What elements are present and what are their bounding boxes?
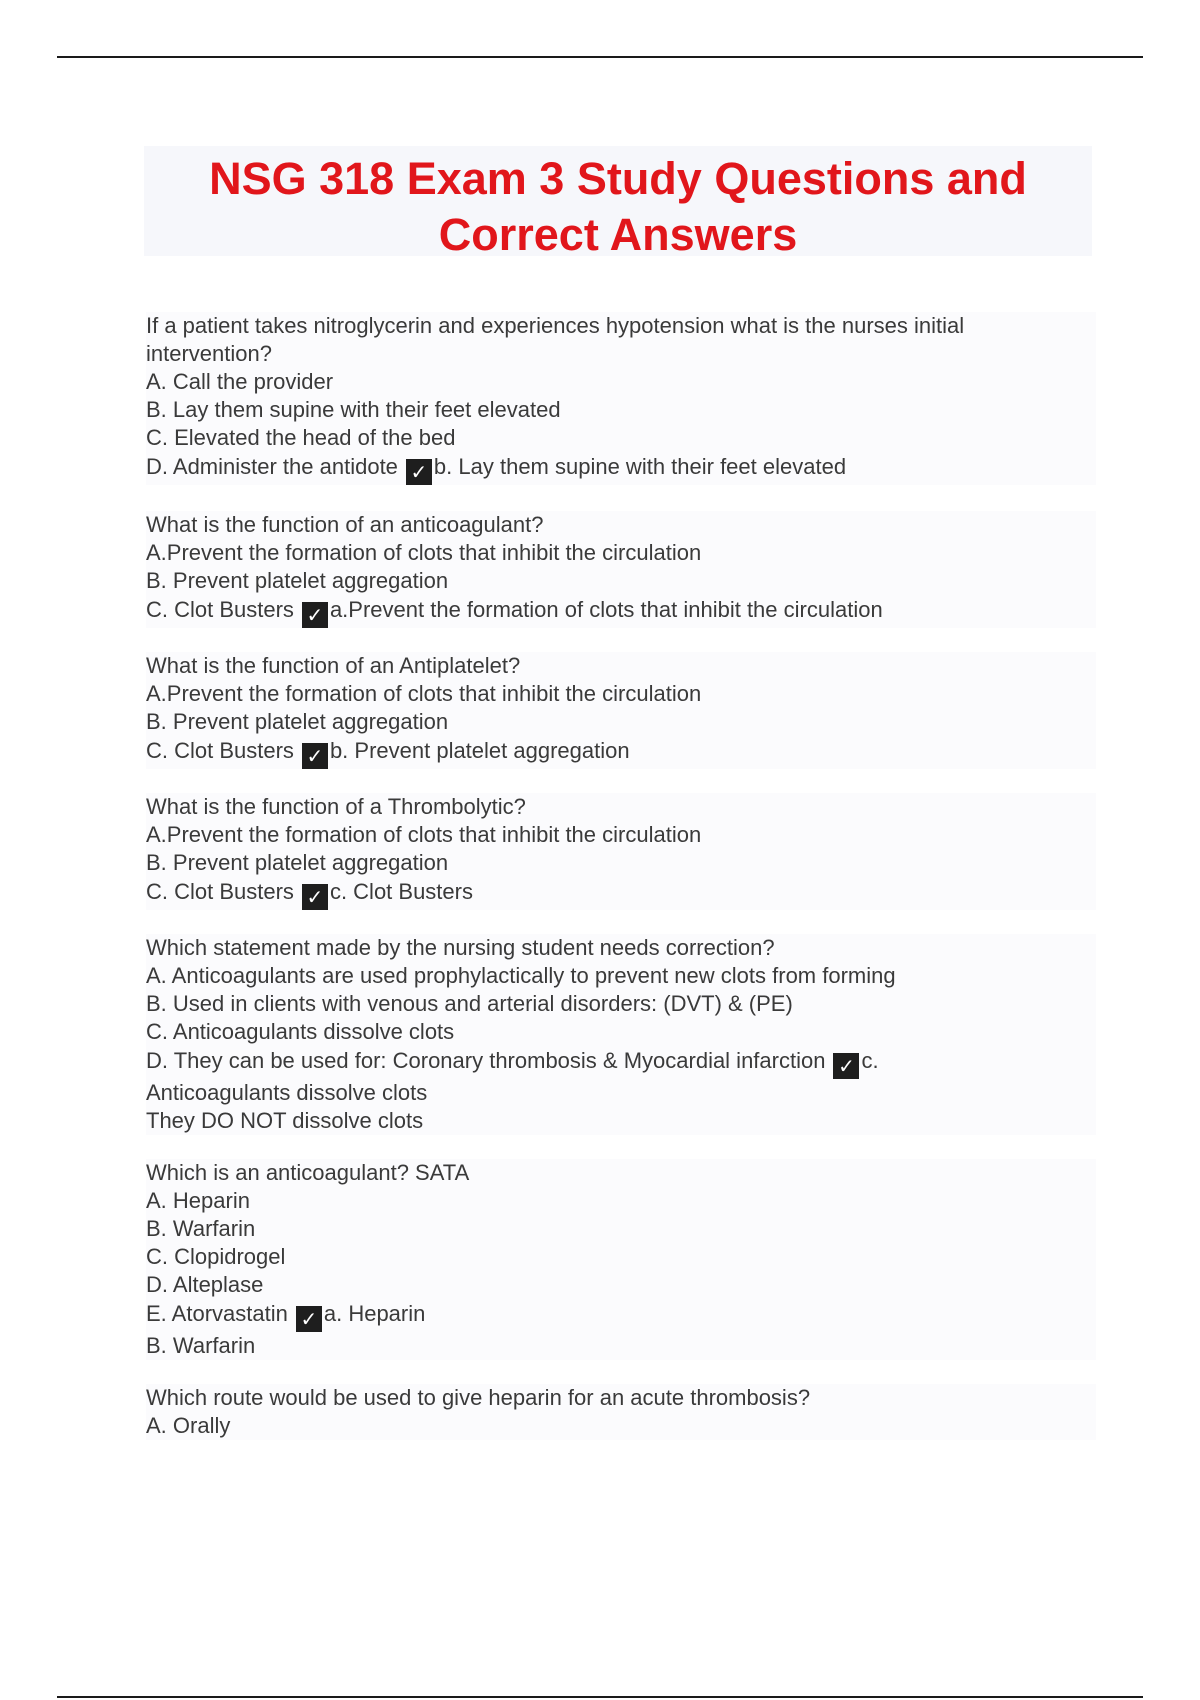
answer-option-with-key bbox=[146, 736, 1096, 769]
question-block bbox=[146, 1384, 1096, 1440]
answer-option: C. Elevated the head of the bed bbox=[146, 424, 1096, 452]
question-prompt: Which route would be used to give heparin for an acute thrombosis? bbox=[146, 1384, 1096, 1412]
answer-option: A. Orally bbox=[146, 1412, 1096, 1440]
answer-option-with-key bbox=[146, 1299, 1096, 1332]
answer-option: B. Used in clients with venous and arterial disorders: (DVT) & (PE) bbox=[146, 990, 1096, 1018]
answer-option: E. Atorvastatin bbox=[146, 1301, 288, 1326]
answer-option: B. Prevent platelet aggregation bbox=[146, 849, 1096, 877]
question-block bbox=[146, 793, 1096, 910]
question-block bbox=[146, 312, 1096, 485]
answer-option: C. Clot Busters bbox=[146, 879, 294, 904]
question-prompt: Which is an anticoagulant? SATA bbox=[146, 1159, 1096, 1187]
answer-option: B. Prevent platelet aggregation bbox=[146, 708, 1096, 736]
correct-answer: b. Lay them supine with their feet elevated bbox=[433, 454, 847, 479]
answer-option: B. Prevent platelet aggregation bbox=[146, 567, 1096, 595]
answer-option: A. Anticoagulants are used prophylactically to prevent new clots from forming bbox=[146, 962, 1096, 990]
answer-option-with-key bbox=[146, 1046, 1096, 1079]
question-block bbox=[146, 652, 1096, 769]
correct-answer: a.Prevent the formation of clots that inhibit the circulation bbox=[329, 597, 883, 622]
answer-option-with-key bbox=[146, 452, 1096, 485]
answer-option: D. Alteplase bbox=[146, 1271, 1096, 1299]
answer-option: D. Administer the antidote bbox=[146, 454, 398, 479]
correct-answer: c. bbox=[861, 1048, 879, 1073]
correct-answer: a. Heparin bbox=[323, 1301, 426, 1326]
checkmark-icon: ✓ bbox=[296, 1306, 322, 1332]
question-list bbox=[146, 312, 1096, 1464]
answer-option: B. Warfarin bbox=[146, 1215, 1096, 1243]
correct-answer: b. Prevent platelet aggregation bbox=[329, 738, 630, 763]
correct-answer: c. Clot Busters bbox=[329, 879, 473, 904]
question-prompt: What is the function of a Thrombolytic? bbox=[146, 793, 1096, 821]
checkmark-icon: ✓ bbox=[302, 743, 328, 769]
answer-option: A.Prevent the formation of clots that inhibit the circulation bbox=[146, 680, 1096, 708]
answer-option: A. Heparin bbox=[146, 1187, 1096, 1215]
question-prompt: If a patient takes nitroglycerin and experiences hypotension what is the nurses initial intervention? bbox=[146, 312, 1096, 368]
question-block bbox=[146, 934, 1096, 1135]
answer-note: B. Warfarin bbox=[146, 1332, 1096, 1360]
answer-option: A.Prevent the formation of clots that inhibit the circulation bbox=[146, 539, 1096, 567]
question-prompt: What is the function of an anticoagulant? bbox=[146, 511, 1096, 539]
answer-option: C. Clot Busters bbox=[146, 597, 294, 622]
question-prompt: What is the function of an Antiplatelet? bbox=[146, 652, 1096, 680]
answer-option: C. Clopidrogel bbox=[146, 1243, 1096, 1271]
answer-option: C. Anticoagulants dissolve clots bbox=[146, 1018, 1096, 1046]
answer-option: B. Lay them supine with their feet elevated bbox=[146, 396, 1096, 424]
question-block bbox=[146, 1159, 1096, 1360]
bottom-rule bbox=[57, 1696, 1143, 1698]
top-rule bbox=[57, 56, 1143, 58]
answer-option: D. They can be used for: Coronary thrombosis & Myocardial infarction bbox=[146, 1048, 826, 1073]
question-prompt: Which statement made by the nursing student needs correction? bbox=[146, 934, 1096, 962]
answer-option-with-key bbox=[146, 877, 1096, 910]
answer-note: Anticoagulants dissolve clots bbox=[146, 1079, 1096, 1107]
checkmark-icon: ✓ bbox=[302, 884, 328, 910]
answer-option: C. Clot Busters bbox=[146, 738, 294, 763]
document-title: NSG 318 Exam 3 Study Questions and Correct Answers bbox=[209, 153, 1027, 260]
answer-option: A. Call the provider bbox=[146, 368, 1096, 396]
checkmark-icon: ✓ bbox=[302, 602, 328, 628]
answer-option: A.Prevent the formation of clots that inhibit the circulation bbox=[146, 821, 1096, 849]
checkmark-icon: ✓ bbox=[833, 1053, 859, 1079]
answer-option-with-key bbox=[146, 595, 1096, 628]
title-banner bbox=[144, 146, 1092, 260]
checkmark-icon: ✓ bbox=[406, 459, 432, 485]
question-block bbox=[146, 511, 1096, 628]
answer-note: They DO NOT dissolve clots bbox=[146, 1107, 1096, 1135]
